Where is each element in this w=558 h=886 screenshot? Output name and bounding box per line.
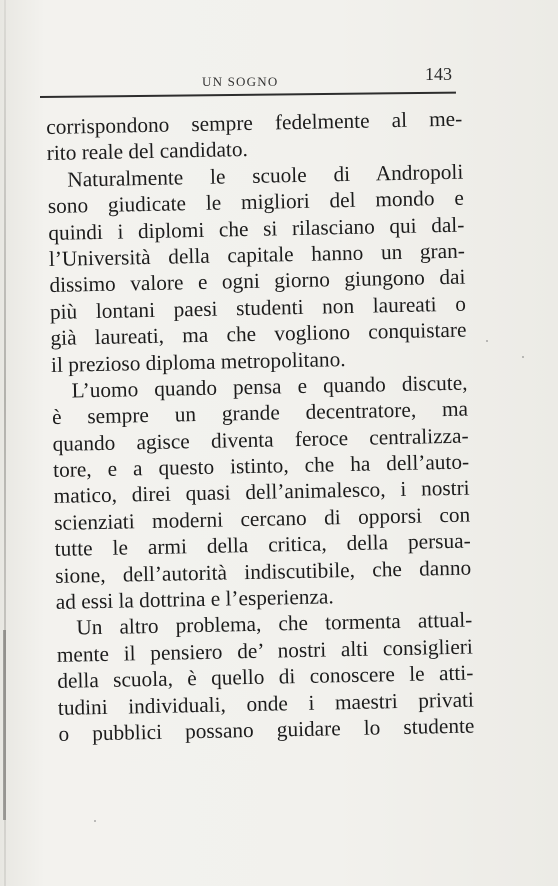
paragraph-start-line: L’uomo quando pensa e quando discute, (71, 370, 468, 403)
text-line: mente il pensiero de’ nostri alti consiglieri (56, 634, 474, 667)
text-line: della scuola, è quello di conoscere le atti- (57, 660, 474, 694)
text-line: tudini individuali, onde i maestri privati (57, 687, 475, 720)
running-head (42, 64, 454, 88)
running-title: UN SOGNO (202, 74, 279, 89)
text-line: sono giudicate le migliori del mondo e (47, 185, 465, 219)
text-line: è sempre un grande decentratore, ma (51, 396, 469, 430)
text-line: più lontani paesi studenti non laureati o (49, 291, 467, 324)
text-line: già laureati, ma che vogliono conquistare (50, 317, 467, 351)
paragraph-start-line: Naturalmente le scuole di Andropoli (67, 159, 464, 192)
text-line: ad essi la dottrina e l’esperienza. (55, 584, 334, 614)
text-line: il prezioso diploma metropolitano. (50, 346, 346, 377)
text-line: rito reale del candidato. (46, 137, 249, 166)
page-binding-shadow (3, 630, 6, 820)
text-line: dissimo valore e ogni giorno giungono dai (49, 264, 466, 298)
paper-speck (522, 356, 524, 358)
paper-speck (486, 340, 488, 342)
header-rule (40, 92, 456, 98)
text-line: quando agisce diventa feroce centralizza- (52, 423, 469, 456)
text-line: quindi i diplomi che si rilasciano qui dal- (48, 212, 465, 245)
text-line: sione, dell’autorità indiscutibile, che danno (55, 555, 472, 588)
page-number: 143 (425, 64, 452, 84)
body-text (46, 106, 475, 748)
text-line: o pubblici possano guidare lo studente (58, 713, 475, 746)
text-line: tore, e a questo istinto, che ha dell’auto- (52, 449, 470, 483)
text-line: corrispondono sempre fedelmente al me- (46, 106, 463, 139)
paragraph-start-line: Un altro problema, che tormenta attual- (76, 607, 473, 640)
text-line: l’Università della capitale hanno un gran- (48, 238, 466, 271)
text-line: matico, direi quasi dell’animalesco, i nostri (53, 476, 470, 509)
paper-speck (94, 820, 96, 822)
text-line: scienziati moderni cercano di opporsi con (53, 502, 471, 535)
text-line: tutte le armi della critica, della persua- (54, 528, 471, 562)
